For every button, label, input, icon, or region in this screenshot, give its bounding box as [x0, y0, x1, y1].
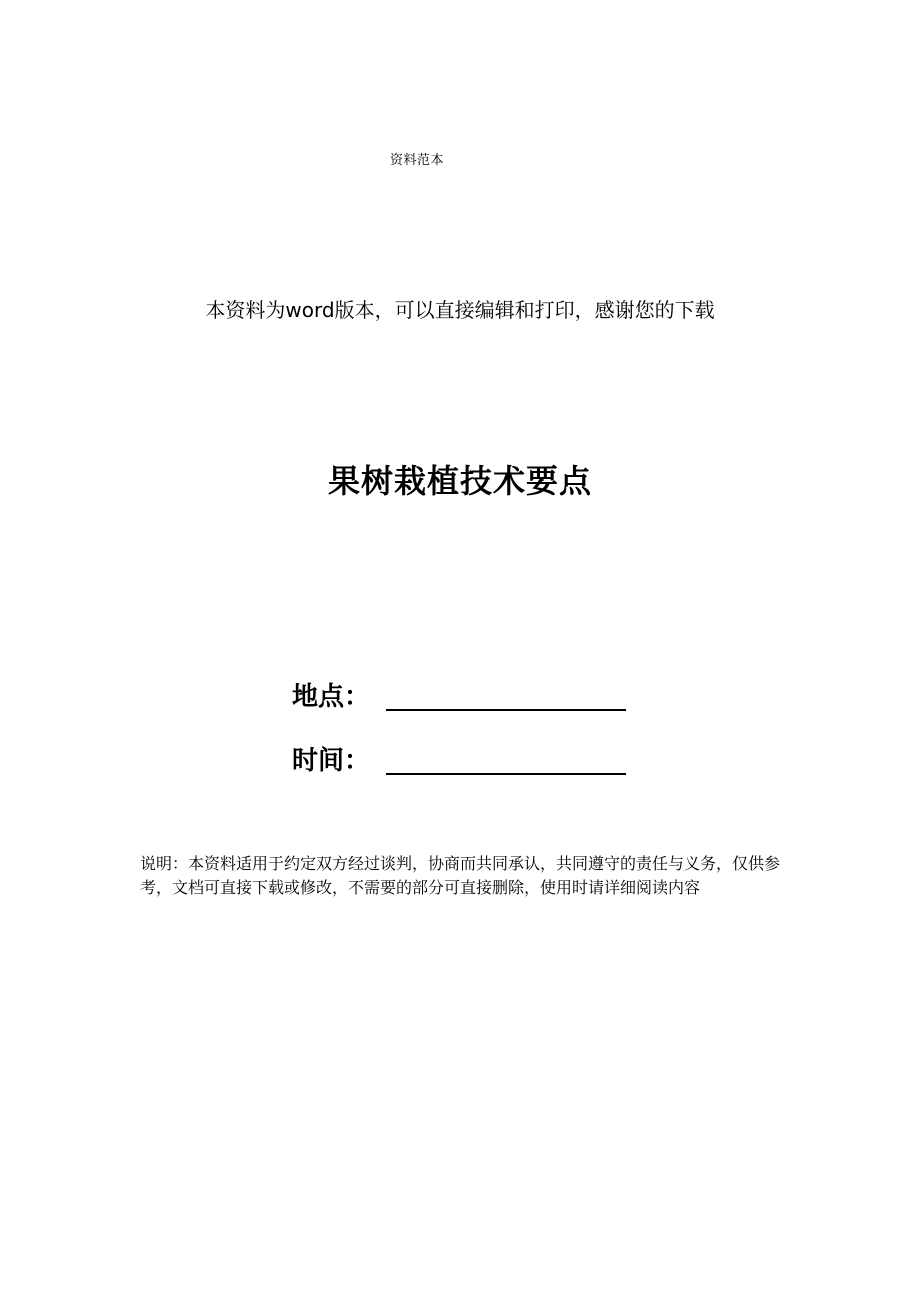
- header-label: 资料范本: [390, 153, 445, 168]
- time-label: 时间：: [292, 746, 371, 776]
- disclaimer-text: 说明：本资料适用于约定双方经过谈判，协商而共同承认，共同遵守的责任与义务，仅供参考，文档可直接下载或修改，不需要的部分可直接删除，使用时请详细阅读内容: [140, 854, 781, 897]
- location-label: 地点：: [292, 682, 371, 712]
- location-blank-line[interactable]: [386, 677, 626, 711]
- download-notice: 本资料为word版本，可以直接编辑和打印，感谢您的下载: [205, 298, 715, 322]
- document-title: 果树栽植技术要点: [327, 462, 592, 500]
- location-field: [292, 676, 626, 713]
- time-field: [292, 740, 626, 777]
- time-blank-line[interactable]: [386, 741, 626, 775]
